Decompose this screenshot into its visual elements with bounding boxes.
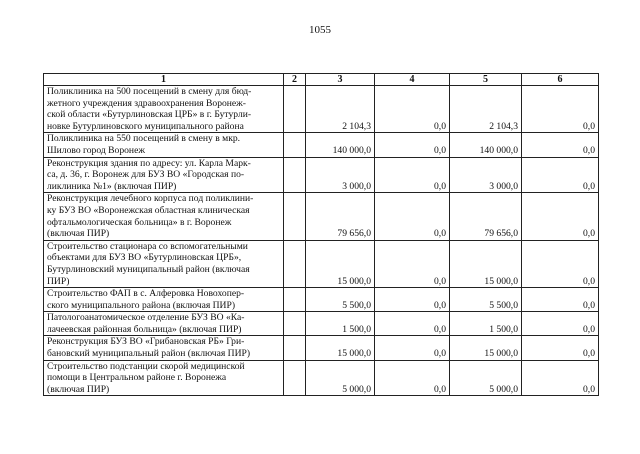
amount-cell: 2 104,3 bbox=[306, 86, 375, 133]
amount-cell: 5 000,0 bbox=[450, 360, 522, 396]
object-name-line: Реконструкция БУЗ ВО «Грибановская РБ» Гри- bbox=[47, 336, 245, 348]
object-name-line: ку БУЗ ВО «Воронежская областная клиническая bbox=[47, 204, 250, 216]
amount-cell: 0,0 bbox=[522, 312, 599, 336]
amount-cell: 0,0 bbox=[522, 86, 599, 133]
object-name-cell bbox=[44, 133, 284, 157]
object-name-line: ПИР) bbox=[47, 275, 70, 287]
object-name-cell bbox=[44, 360, 284, 396]
object-name-line: Реконструкция здания по адресу: ул. Карла Марк- bbox=[47, 157, 251, 169]
amount-cell: 2 104,3 bbox=[450, 86, 522, 133]
object-name-cell bbox=[44, 312, 284, 336]
column-header: 6 bbox=[522, 74, 599, 86]
amount-cell: 0,0 bbox=[375, 133, 450, 157]
table-row bbox=[44, 288, 599, 312]
table-row bbox=[44, 336, 599, 360]
blank-cell bbox=[284, 312, 306, 336]
object-name-cell bbox=[44, 193, 284, 240]
table-header-row bbox=[44, 74, 599, 86]
object-name-cell bbox=[44, 288, 284, 312]
column-header: 5 bbox=[450, 74, 522, 86]
amount-cell: 0,0 bbox=[522, 193, 599, 240]
amount-cell: 15 000,0 bbox=[306, 336, 375, 360]
amount-cell: 0,0 bbox=[522, 157, 599, 193]
amount-cell: 0,0 bbox=[522, 360, 599, 396]
object-name-line: бановский муниципальный район (включая ПИР) bbox=[47, 348, 251, 360]
object-name-cell bbox=[44, 240, 284, 287]
column-header: 2 bbox=[284, 74, 306, 86]
table-row bbox=[44, 240, 599, 287]
amount-cell: 0,0 bbox=[375, 288, 450, 312]
amount-cell: 0,0 bbox=[375, 157, 450, 193]
blank-cell bbox=[284, 360, 306, 396]
object-name-line: Патологоанатомическое отделение БУЗ ВО «Ка- bbox=[47, 312, 245, 324]
amount-cell: 0,0 bbox=[522, 288, 599, 312]
amount-cell: 0,0 bbox=[375, 312, 450, 336]
budget-table bbox=[43, 73, 599, 396]
object-name-line: Строительство подстанции скорой медицинской bbox=[47, 360, 245, 372]
blank-cell bbox=[284, 336, 306, 360]
amount-cell: 3 000,0 bbox=[306, 157, 375, 193]
object-name-line: помощи в Центральном районе г. Воронежа bbox=[47, 372, 227, 384]
column-header: 3 bbox=[306, 74, 375, 86]
page-number: 1055 bbox=[309, 24, 331, 36]
amount-cell: 0,0 bbox=[375, 193, 450, 240]
amount-cell: 0,0 bbox=[375, 86, 450, 133]
table-row bbox=[44, 312, 599, 336]
amount-cell: 1 500,0 bbox=[450, 312, 522, 336]
object-name-line: Строительство стационара со вспомогательными bbox=[47, 240, 248, 252]
object-name-line: Строительство ФАП в с. Алферовка Новохопер- bbox=[47, 288, 245, 300]
column-header: 4 bbox=[375, 74, 450, 86]
object-name-line: ского муниципального района (включая ПИР) bbox=[47, 299, 236, 311]
table-row bbox=[44, 86, 599, 133]
amount-cell: 0,0 bbox=[375, 240, 450, 287]
amount-cell: 5 500,0 bbox=[450, 288, 522, 312]
amount-cell: 1 500,0 bbox=[306, 312, 375, 336]
blank-cell bbox=[284, 157, 306, 193]
amount-cell: 5 000,0 bbox=[306, 360, 375, 396]
amount-cell: 15 000,0 bbox=[450, 240, 522, 287]
object-name-line: са, д. 36, г. Воронеж для БУЗ ВО «Городская по- bbox=[47, 169, 245, 181]
table-row bbox=[44, 360, 599, 396]
amount-cell: 3 000,0 bbox=[450, 157, 522, 193]
blank-cell bbox=[284, 288, 306, 312]
table-row bbox=[44, 157, 599, 193]
amount-cell: 140 000,0 bbox=[450, 133, 522, 157]
object-name-line: ликлиника №1» (включая ПИР) bbox=[47, 180, 177, 192]
table-row bbox=[44, 193, 599, 240]
object-name-line: (включая ПИР) bbox=[47, 228, 110, 240]
table-row bbox=[44, 133, 599, 157]
amount-cell: 5 500,0 bbox=[306, 288, 375, 312]
amount-cell: 0,0 bbox=[522, 240, 599, 287]
object-name-line: (включая ПИР) bbox=[47, 383, 110, 395]
object-name-line: Бутурлиновский муниципальный район (включая bbox=[47, 263, 250, 275]
object-name-line: офтальмологическая больница» в г. Воронеж bbox=[47, 216, 232, 228]
object-name-line: объектами для БУЗ ВО «Бутурлиновская ЦРБ», bbox=[47, 252, 242, 264]
blank-cell bbox=[284, 133, 306, 157]
amount-cell: 79 656,0 bbox=[450, 193, 522, 240]
amount-cell: 0,0 bbox=[375, 360, 450, 396]
blank-cell bbox=[284, 240, 306, 287]
object-name-cell bbox=[44, 336, 284, 360]
object-name-line: Реконструкция лечебного корпуса под поликлини- bbox=[47, 193, 254, 205]
object-name-line: лачеевская районная больница» (включая ПИР) bbox=[47, 323, 242, 335]
blank-cell bbox=[284, 193, 306, 240]
amount-cell: 79 656,0 bbox=[306, 193, 375, 240]
amount-cell: 140 000,0 bbox=[306, 133, 375, 157]
table-body bbox=[44, 86, 599, 396]
amount-cell: 0,0 bbox=[522, 133, 599, 157]
object-name-line: новке Бутурлиновского муниципального района bbox=[47, 120, 244, 132]
blank-cell bbox=[284, 86, 306, 133]
amount-cell: 15 000,0 bbox=[306, 240, 375, 287]
object-name-cell bbox=[44, 86, 284, 133]
amount-cell: 15 000,0 bbox=[450, 336, 522, 360]
object-name-line: жетного учреждения здравоохранения Воронеж- bbox=[47, 97, 246, 109]
object-name-line: Поликлиника на 500 посещений в смену для бюд- bbox=[47, 86, 252, 97]
object-name-cell bbox=[44, 157, 284, 193]
object-name-line: Поликлиника на 550 посещений в смену в мкр. bbox=[47, 133, 241, 145]
column-header: 1 bbox=[44, 74, 284, 86]
amount-cell: 0,0 bbox=[522, 336, 599, 360]
amount-cell: 0,0 bbox=[375, 336, 450, 360]
object-name-line: Шилово город Воронеж bbox=[47, 144, 145, 156]
object-name-line: ской области «Бутурлиновская ЦРБ» в г. Бутурли- bbox=[47, 109, 252, 121]
